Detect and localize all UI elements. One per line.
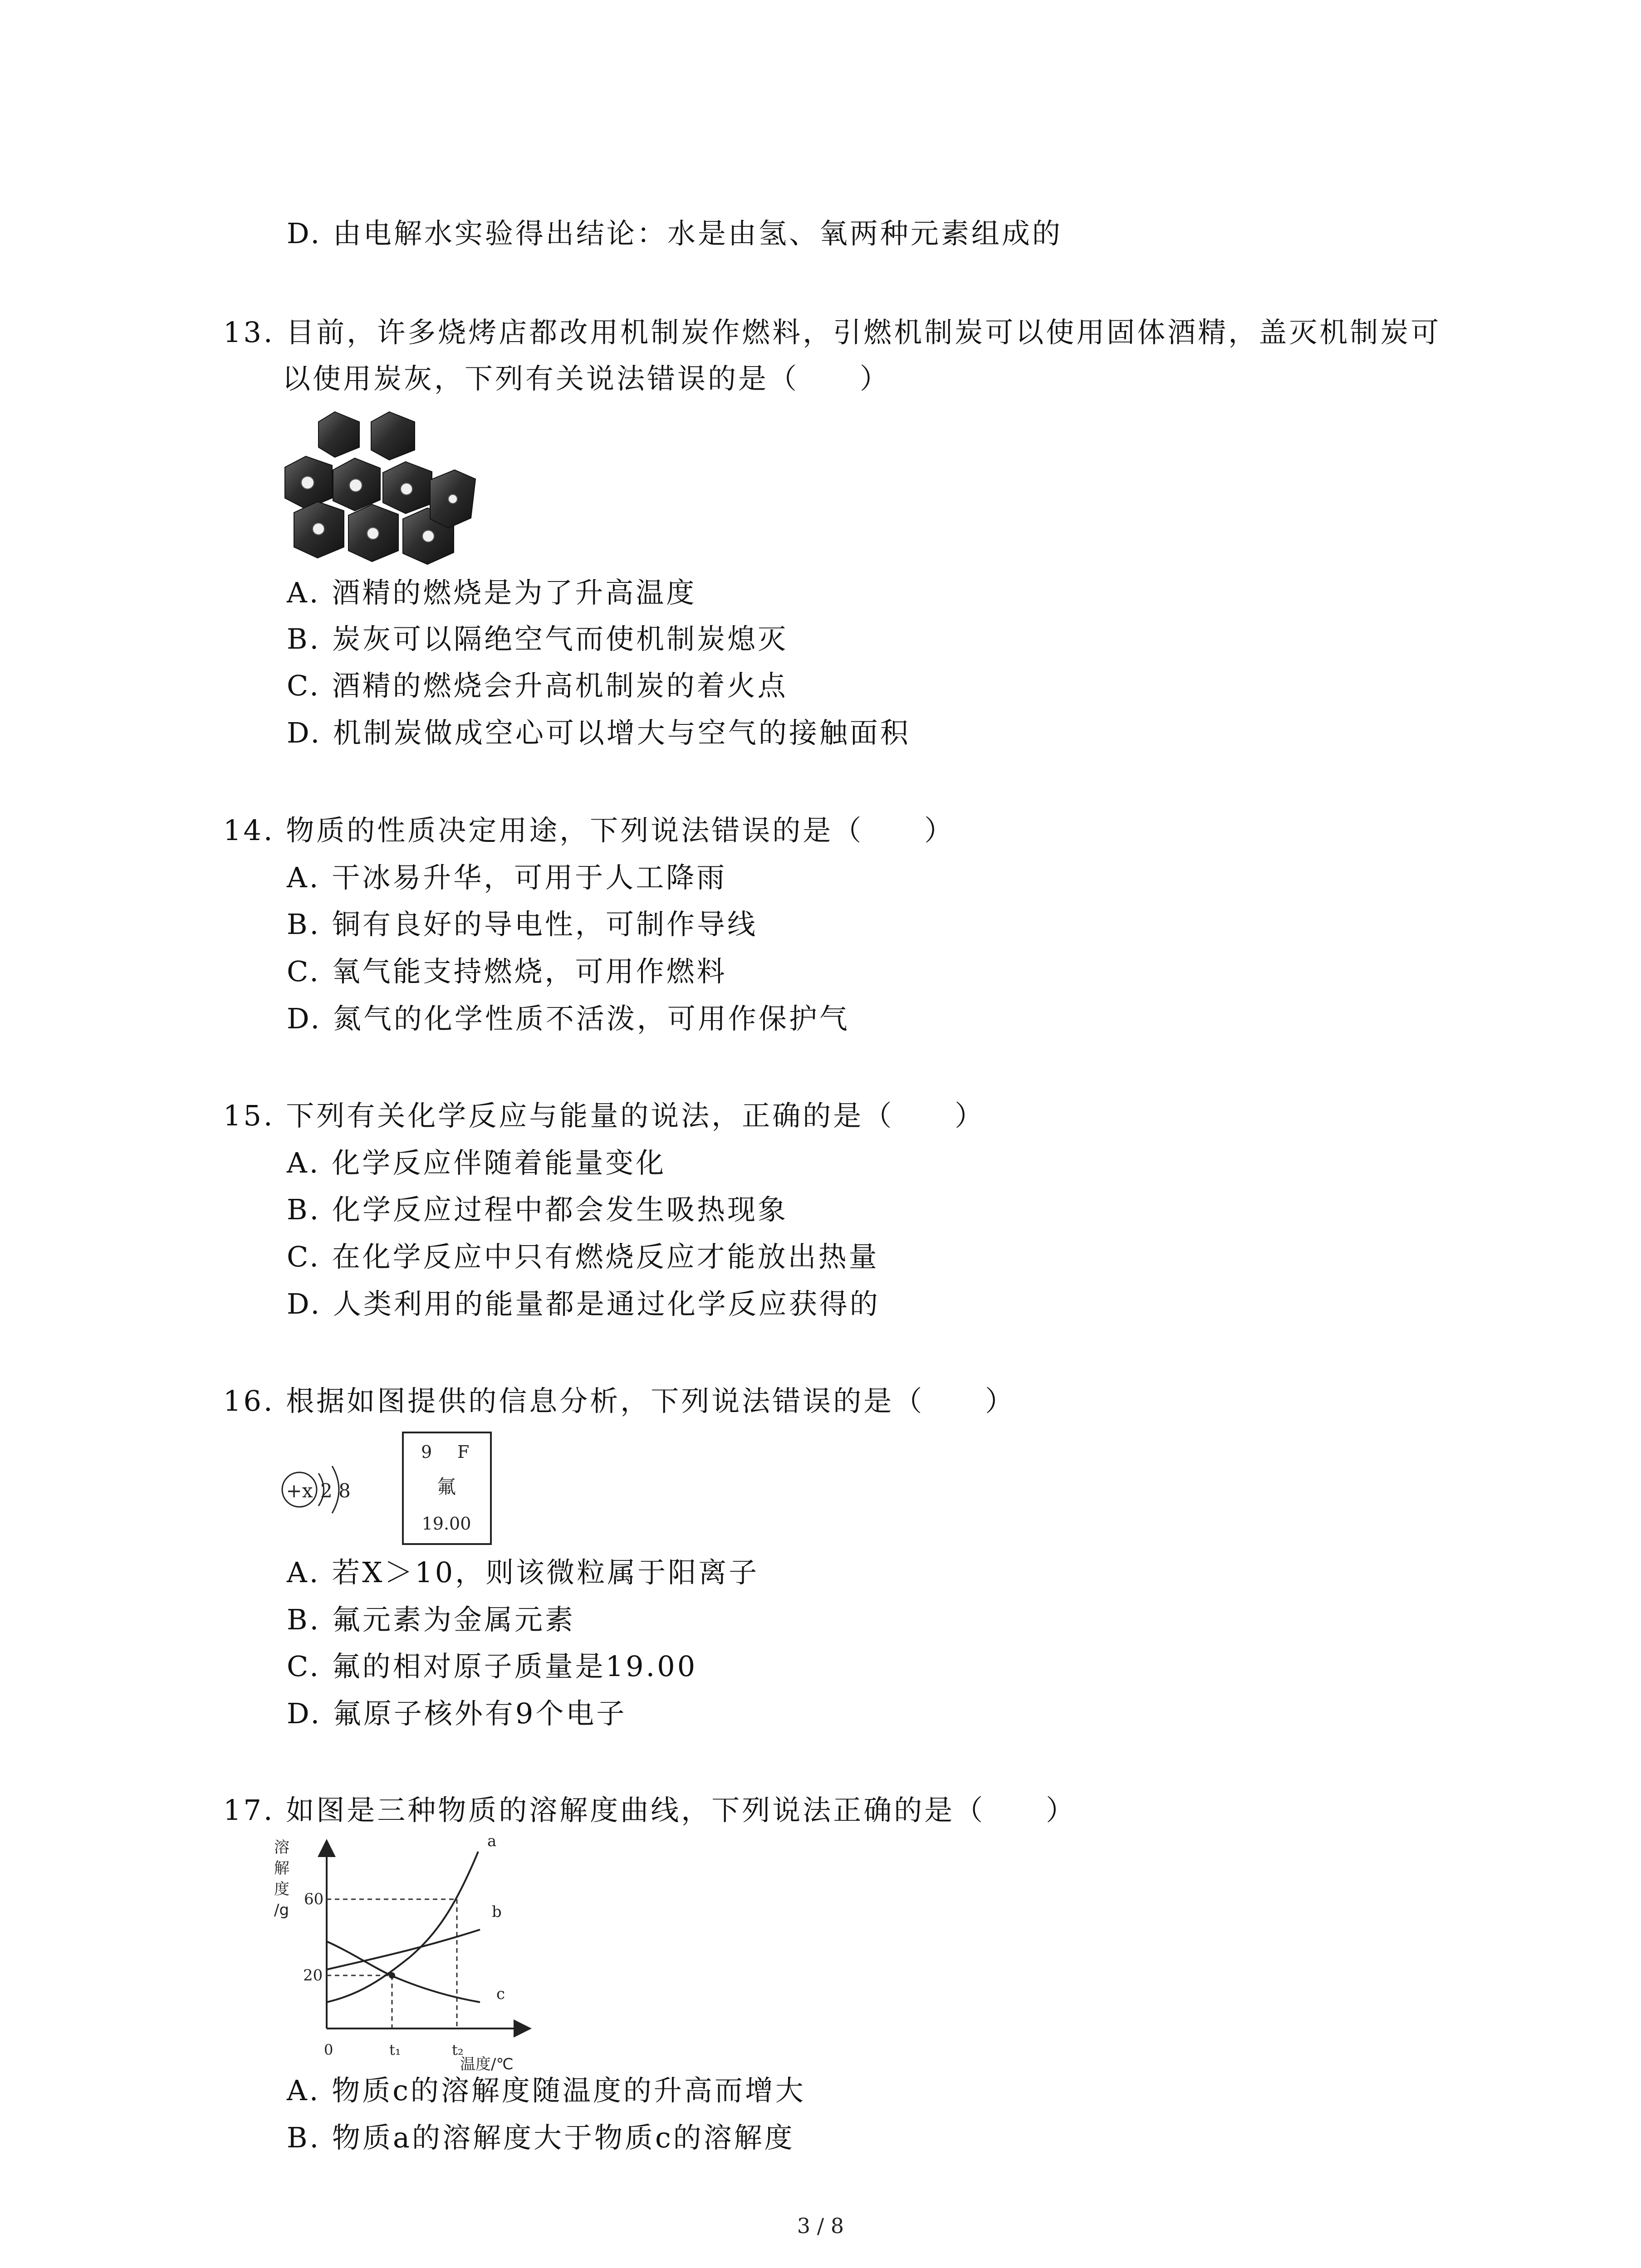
question-14-stem: 14. 物质的性质决定用途，下列说法错误的是（ ） [223, 814, 955, 847]
y-axis-label-line-2: 解 [274, 1859, 289, 1877]
atom-core-label: +x [286, 1480, 313, 1502]
element-name: 氟 [436, 1476, 456, 1498]
question-14-option-a: A. 干冰易升华，可用于人工降雨 [287, 861, 727, 894]
x-tick-t2: t₂ [452, 2041, 464, 2058]
question-12-option-d: D. 由电解水实验得出结论：水是由氢、氧两种元素组成的 [287, 217, 1063, 250]
question-13-option-a: A. 酒精的燃烧是为了升高温度 [287, 576, 697, 609]
curve-label-b: b [492, 1903, 502, 1921]
question-17-stem: 17. 如图是三种物质的溶解度曲线，下列说法正确的是（ ） [223, 1794, 1077, 1827]
question-16-option-d: D. 氟原子核外有9个电子 [287, 1697, 627, 1730]
question-16-stem: 16. 根据如图提供的信息分析，下列说法错误的是（ ） [223, 1384, 1016, 1418]
page-number: 3 / 8 [797, 2214, 844, 2238]
curve-label-a: a [487, 1833, 497, 1850]
question-16-option-b: B. 氟元素为金属元素 [287, 1603, 575, 1636]
question-13-option-d: D. 机制炭做成空心可以增大与空气的接触面积 [287, 716, 911, 749]
question-14-option-b: B. 铜有良好的导电性，可制作导线 [287, 908, 758, 941]
question-15-option-a: A. 化学反应伴随着能量变化 [287, 1146, 666, 1179]
question-15-option-d: D. 人类利用的能量都是通过化学反应获得的 [287, 1287, 880, 1320]
question-14-option-c: C. 氧气能支持燃烧，可用作燃料 [287, 955, 727, 988]
question-15-stem: 15. 下列有关化学反应与能量的说法，正确的是（ ） [223, 1099, 985, 1132]
charcoal-image [276, 406, 480, 577]
origin-label: 0 [324, 2041, 333, 2058]
y-tick-60: 60 [304, 1890, 324, 1908]
question-16-option-c: C. 氟的相对原子质量是19.00 [287, 1650, 698, 1683]
question-15-option-c: C. 在化学反应中只有燃烧反应才能放出热量 [287, 1240, 879, 1273]
solubility-chart [274, 1833, 551, 2074]
curve-label-c: c [496, 1985, 505, 2003]
atomic-mass: 19.00 [421, 1514, 471, 1534]
electron-shells-label: 2 8 [320, 1480, 351, 1502]
element-symbol: F [457, 1442, 470, 1462]
y-axis-label-line-1: 溶 [274, 1838, 289, 1857]
x-tick-t1: t₁ [389, 2041, 401, 2058]
question-14-option-d: D. 氮气的化学性质不活泼，可用作保护气 [287, 1002, 850, 1035]
question-16-option-a: A. 若X＞10，则该微粒属于阳离子 [287, 1556, 759, 1589]
y-tick-20: 20 [303, 1966, 323, 1984]
element-number: 9 [421, 1442, 432, 1462]
question-15-option-b: B. 化学反应过程中都会发生吸热现象 [287, 1193, 788, 1226]
question-13-option-c: C. 酒精的燃烧会升高机制炭的着火点 [287, 669, 788, 702]
y-axis-label-line-4: /g [274, 1901, 289, 1919]
question-13-option-b: B. 炭灰可以隔绝空气而使机制炭熄灭 [287, 622, 788, 655]
fluorine-figure [279, 1430, 510, 1552]
question-17-option-a: A. 物质c的溶解度随温度的升高而增大 [287, 2074, 806, 2107]
question-13-stem-line-2: 以使用炭灰，下列有关说法错误的是（ ） [282, 362, 891, 395]
y-axis-label-line-3: 度 [274, 1880, 289, 1898]
question-17-option-b: B. 物质a的溶解度大于物质c的溶解度 [287, 2121, 795, 2154]
intersection-point [389, 1972, 395, 1979]
question-13-stem-line-1: 13. 目前，许多烧烤店都改用机制炭作燃料，引燃机制炭可以使用固体酒精，盖灭机制炭可 [223, 316, 1441, 349]
x-axis-label: 温度/℃ [460, 2055, 514, 2073]
